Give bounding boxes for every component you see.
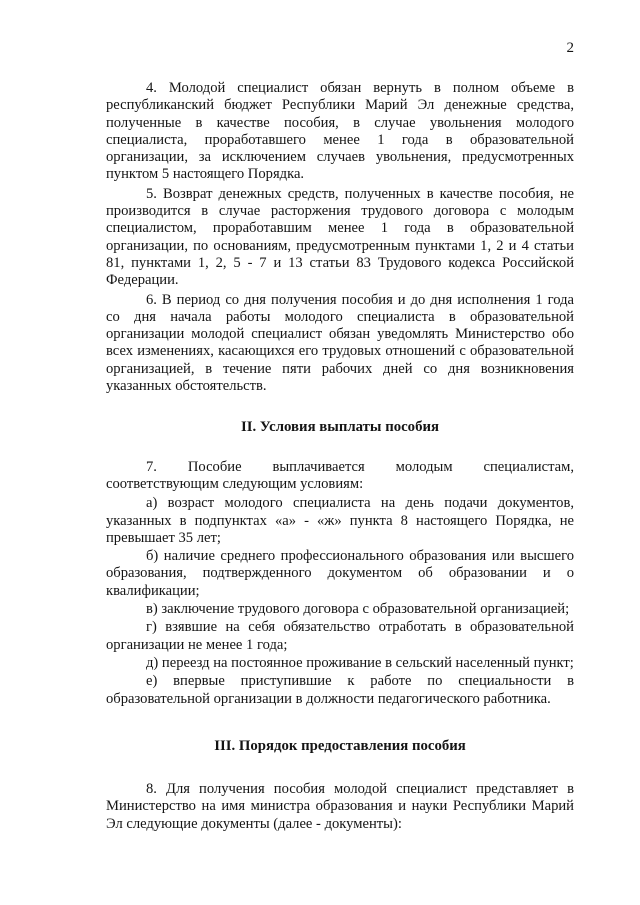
paragraph-5: 5. Возврат денежных средств, полученных в качестве пособия, не производится в случае расторжения трудового договора с молодым специалистом, проработавшим менее 1 года в образовательной организации, по основаниям, предусмотренным пунктами 1, 2 и 4 статьи 81, пунктами 1, 2, 5 - 7 и 13 статьи 83 Трудового кодекса Российской Федерации. xyxy=(106,185,574,289)
paragraph-8: 8. Для получения пособия молодой специалист представляет в Министерство на имя министра образования и науки Республики Марий Эл следующие документы (далее - документы): xyxy=(106,781,574,832)
section-3-heading: III. Порядок предоставления пособия xyxy=(214,737,466,754)
condition-e: е) впервые приступившие к работе по специальности в образовательной организации в должности педагогического работника. xyxy=(106,673,574,707)
paragraph-7: 7. Пособие выплачивается молодым специалистам, соответствующим следующим условиям: xyxy=(106,458,574,492)
condition-b: б) наличие среднего профессионального образования или высшего образования, подтвержденного документом об образовании и о квалификации; xyxy=(106,548,574,599)
paragraph-6: 6. В период со дня получения пособия и до дня исполнения 1 года со дня начала работы молодого специалиста в образовательной организации молодой специалист обязан уведомлять Министерство обо всех изменениях, касающихся его трудовых отношений с образовательной организацией, в течение пяти рабочих дней со дня возникновения указанных обстоятельств. xyxy=(106,291,574,395)
condition-v: в) заключение трудового договора с образовательной организацией; xyxy=(146,601,570,618)
condition-d: д) переезд на постоянное проживание в сельский населенный пункт; xyxy=(146,654,574,671)
section-2-heading: II. Условия выплаты пособия xyxy=(240,419,440,436)
page-number: 2 xyxy=(566,40,574,56)
condition-a: а) возраст молодого специалиста на день подачи документов, указанных в подпунктах «а» - «ж» пункта 8 настоящего Порядка, не превышает 35 лет; xyxy=(106,495,574,546)
condition-g: г) взявшие на себя обязательство отработать в образовательной организации не менее 1 года; xyxy=(106,619,574,653)
paragraph-4: 4. Молодой специалист обязан вернуть в полном объеме в республиканский бюджет Республики Марий Эл денежные средства, полученные в качестве пособия, в случае увольнения молодого специалиста, проработавшего менее 1 года в образовательной организации, за исключением случаев увольнения, предусмотренных пунктом 5 настоящего Порядка. xyxy=(106,80,574,183)
document-body xyxy=(106,80,574,835)
